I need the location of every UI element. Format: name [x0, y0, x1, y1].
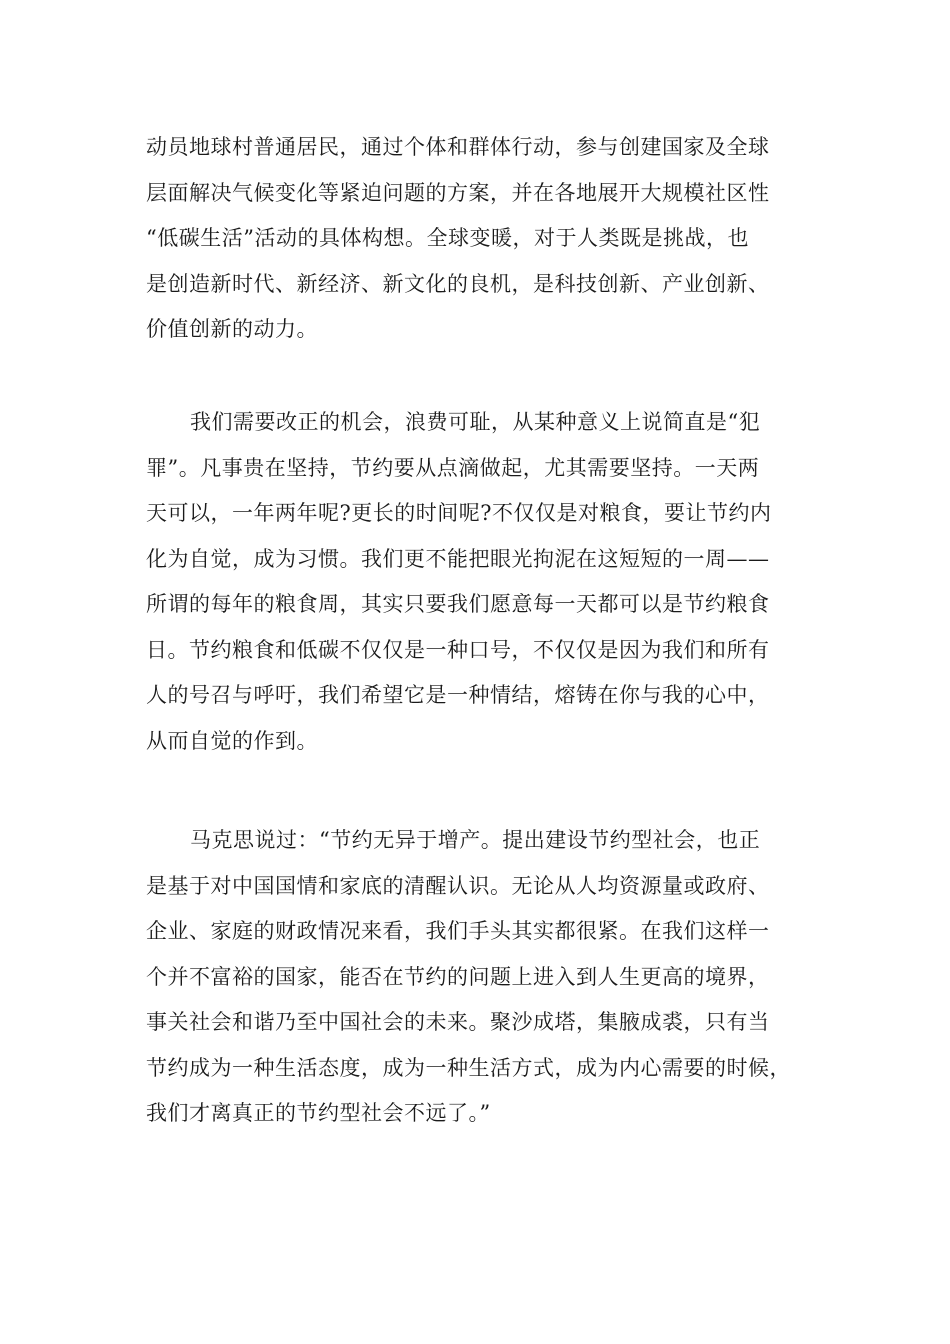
paragraph-line: 日。节约粮食和低碳不仅仅是一种口号，不仅仅是因为我们和所有: [146, 637, 770, 662]
paragraph-line: 所谓的每年的粮食周，其实只要我们愿意每一天都可以是节约粮食: [146, 592, 770, 616]
paragraph-line: 我们需要改正的机会，浪费可耻，从某种意义上说简直是“犯: [190, 410, 761, 434]
paragraph-line: 我们才离真正的节约型社会不远了。”: [146, 1101, 491, 1125]
paragraph-line: 层面解决气候变化等紧迫问题的方案，并在各地展开大规模社区性: [146, 180, 770, 205]
paragraph-line: 天可以，一年两年呢?更长的时间呢?不仅仅是对粮食，要让节约内: [146, 501, 772, 525]
paragraph-2: [146, 400, 826, 764]
paragraph-line: 是基于对中国国情和家底的清醒认识。无论从人均资源量或政府、: [146, 873, 770, 898]
paragraph-line: “低碳生活”活动的具体构想。全球变暖，对于人类既是挑战，也: [146, 226, 749, 250]
paragraph-line: 化为自觉，成为习惯。我们更不能把眼光拘泥在这短短的一周——: [146, 546, 770, 571]
paragraph-line: 动员地球村普通居民，通过个体和群体行动，参与创建国家及全球: [146, 135, 770, 159]
paragraph-line: 节约成为一种生活态度，成为一种生活方式，成为内心需要的时候，: [146, 1055, 791, 1080]
paragraph-line: 马克思说过：“节约无异于增产。提出建设节约型社会，也正: [190, 828, 761, 852]
paragraph-3: [146, 818, 826, 1137]
paragraph-line: 企业、家庭的财政情况来看，我们手头其实都很紧。在我们这样一: [146, 919, 770, 943]
paragraph-line: 从而自觉的作到。: [146, 728, 318, 753]
paragraph-line: 个并不富裕的国家，能否在节约的问题上进入到人生更高的境界，: [146, 964, 770, 989]
paragraph-line: 罪”。凡事贵在坚持，节约要从点滴做起，尤其需要坚持。一天两: [146, 455, 760, 480]
paragraph-line: 价值创新的动力。: [146, 317, 318, 341]
paragraph-line: 事关社会和谐乃至中国社会的未来。聚沙成塔，集腋成裘，只有当: [146, 1010, 770, 1034]
paragraph-line: 人的号召与呼吁，我们希望它是一种情结，熔铸在你与我的心中，: [146, 683, 770, 707]
paragraph-line: 是创造新时代、新经济、新文化的良机，是科技创新、产业创新、: [146, 271, 770, 296]
paragraph-1: [146, 125, 826, 353]
